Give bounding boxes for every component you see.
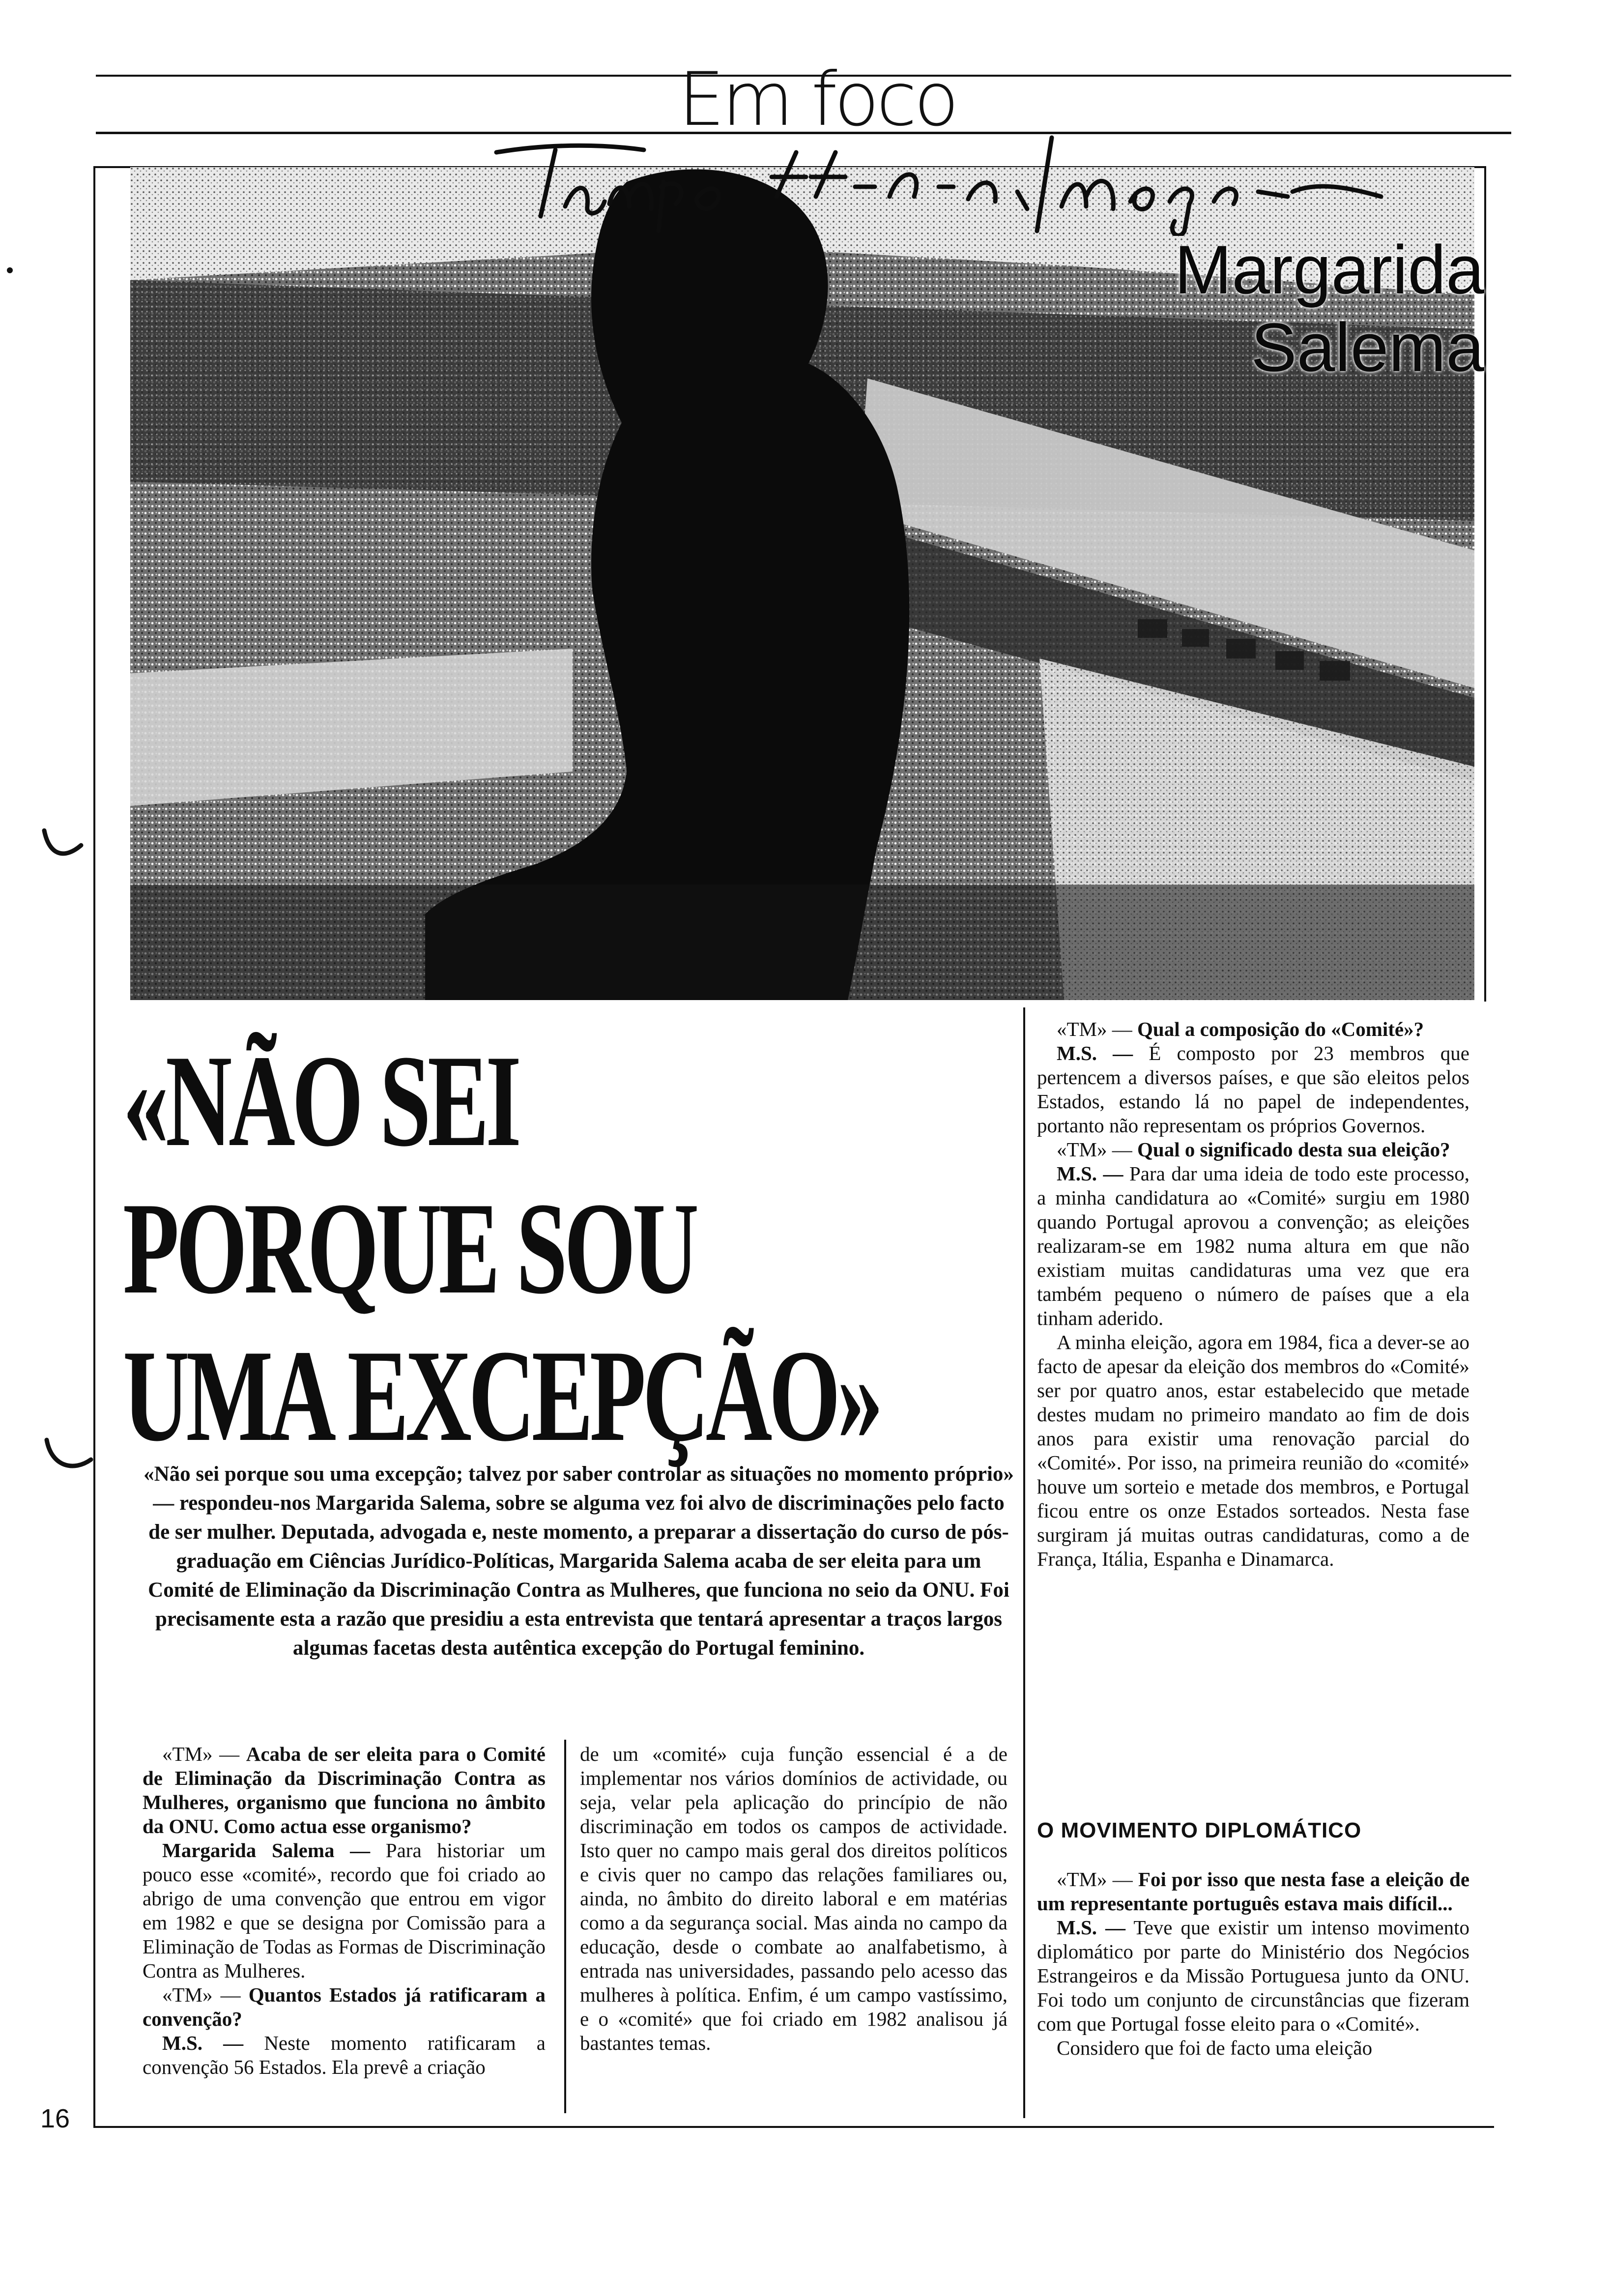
scan-dot [5, 265, 15, 275]
interviewee-name [1057, 231, 1484, 386]
subheading: O MOVIMENTO DIPLOMÁTICO [1037, 1818, 1362, 1842]
handwritten-annotation [482, 123, 1391, 236]
article-column-3-bottom [1037, 1867, 1469, 2060]
answer-speaker: M.S. — [1057, 1042, 1133, 1064]
question-text: Qual o significado desta sua eleição? [1137, 1138, 1450, 1161]
question-tag: «TM» — [1057, 1018, 1132, 1040]
question-tag: «TM» — [1057, 1868, 1133, 1891]
headline-line-3: UMA EXCEPÇÃO» [123, 1322, 880, 1468]
answer-5-continued: Considero que foi de facto uma eleição [1057, 2037, 1373, 2059]
question-3 [1037, 1017, 1469, 1041]
question-text: Acaba de ser eleita para o Comité de Eliminação da Discriminação Contra as Mulheres, organismo que funciona no âmbito da ONU. Como actua esse organismo? [143, 1743, 546, 1837]
question-text: Foi por isso que nesta fase a eleição de um representante português estava mais difícil... [1037, 1868, 1470, 1915]
article-column-3-top [1037, 1017, 1469, 1571]
question-tag: «TM» — [162, 1743, 240, 1765]
question-tag: «TM» — [1057, 1138, 1132, 1161]
answer-2 [143, 2031, 546, 2079]
question-1 [143, 1742, 546, 1838]
answer-text: Para historiar um pouco esse «comité», recordo que foi criado ao abrigo de uma convenção que entrou em vigor em 1982 e que se designa por Comissão para a Eliminação de Todas as Formas de Discriminação Contra as Mulheres. [143, 1839, 546, 1982]
answer-speaker: M.S. — [1057, 1916, 1126, 1939]
answer-text: Para dar uma ideia de todo este processo, a minha candidatura ao «Comité» surgiu em 1980 quando Portugal aprovou a convenção; as eleições realizaram-se em 1982 numa altura em que não existiam muitas candidaturas uma vez que era também pequeno o número de países que a ela tinham aderido. [1037, 1162, 1469, 1329]
frame-bottom-border [93, 2126, 1494, 2128]
question-4 [1037, 1138, 1469, 1162]
question-tag: «TM» — [162, 1983, 241, 2006]
answer-text: É composto por 23 membros que pertencem a diversos países, e que são eleitos pelos Estados, estando lá no papel de independentes, portanto não representam os próprios Governos. [1037, 1042, 1470, 1137]
frame-right-border [1484, 166, 1486, 1002]
answer-5 [1037, 1916, 1469, 2036]
answer-text: Teve que existir um intenso movimento diplomático por parte do Ministério dos Negócios Estrangeiros e da Missão Portuguesa junto da ONU. Foi todo um conjunto de circunstâncias que fizeram com que Portugal fosse eleito para o «Comité». [1037, 1916, 1470, 2035]
article-column-2 [580, 1742, 1008, 2055]
column-divider-1 [564, 1740, 566, 2113]
answer-4-continued: A minha eleição, agora em 1984, fica a dever-se ao facto de apesar da eleição dos membros do «Comité» ser por quatro anos, estar estabelecido que metade destes mudam no primeiro mandato ao fim de dois anos para existir uma renovação parcial do «Comité». Por isso, na primeira reunião do «comité» houve um sorteio e metade dos membros, e Portugal ficou entre os onze Estados sorteados. Nesta fase surgiram já muitas outras candidaturas, como a de França, Itália, Espanha e Dinamarca. [1037, 1331, 1469, 1570]
answer-3 [1037, 1041, 1469, 1138]
answer-1 [143, 1838, 546, 1983]
answer-speaker: Margarida Salema — [162, 1839, 371, 1862]
answer-4 [1037, 1162, 1469, 1330]
question-2 [143, 1983, 546, 2031]
question-text: Quantos Estados já ratificaram a convenção? [143, 1983, 546, 2030]
page-number: 16 [40, 2104, 70, 2133]
headline [123, 1027, 880, 1469]
article-column-1 [143, 1742, 546, 2079]
interviewee-last-name: Salema [1251, 309, 1484, 386]
scan-mark-left-upper [34, 816, 88, 870]
question-text: Qual a composição do «Comité»? [1137, 1018, 1424, 1040]
answer-text: Neste momento ratificaram a convenção 56 Estados. Ela prevê a criação [143, 2032, 546, 2078]
answer-speaker: M.S. — [162, 2032, 244, 2054]
section-label: Em foco [678, 57, 956, 143]
column-2-text: de um «comité» cuja função essencial é a de implementar nos vários domínios de actividade, ou seja, velar pela aplicação do princípio de não discriminação em todos os campos de actividade. Isto quer no campo mais geral dos direitos políticos e civis quer no campo das relações familiares ou, ainda, no âmbito do direito laboral e em matérias como a da segurança social. Mas ainda no campo da educação, desde o combate ao analfabetismo, à entrada nas universidades, passando pelo acesso das mulheres à política. Enfim, é um campo vastíssimo, e o «comité» que foi criado em 1982 analisou já bastantes temas. [580, 1743, 1008, 2054]
scan-mark-left-lower [39, 1425, 98, 1484]
question-5 [1037, 1867, 1469, 1916]
frame-left-border [93, 167, 95, 2128]
interviewee-first-name: Margarida [1174, 231, 1484, 308]
headline-line-2: PORQUE SOU [123, 1175, 696, 1321]
headline-line-1: «NÃO SEI [123, 1028, 518, 1174]
lead-paragraph: «Não sei porque sou uma excepção; talvez por saber controlar as situações no momento próprio» — respondeu-nos Margarida Salema, sobre se alguma vez foi alvo de discriminações pelo facto de ser mulher. Deputada, advogada e, neste momento, a preparar a dissertação do curso de pós-graduação em Ciências Jurídico-Políticas, Margarida Salema acaba de ser eleita para um Comité de Eliminação da Discriminação Contra as Mulheres, que funciona no seio da ONU. Foi precisamente esta a razão que presidiu a esta entrevista que tentará apresentar a traços largos algumas facetas desta autêntica excepção do Portugal feminino. [144, 1463, 1014, 1660]
column-divider-2 [1023, 1007, 1025, 2118]
answer-speaker: M.S. — [1057, 1162, 1123, 1185]
